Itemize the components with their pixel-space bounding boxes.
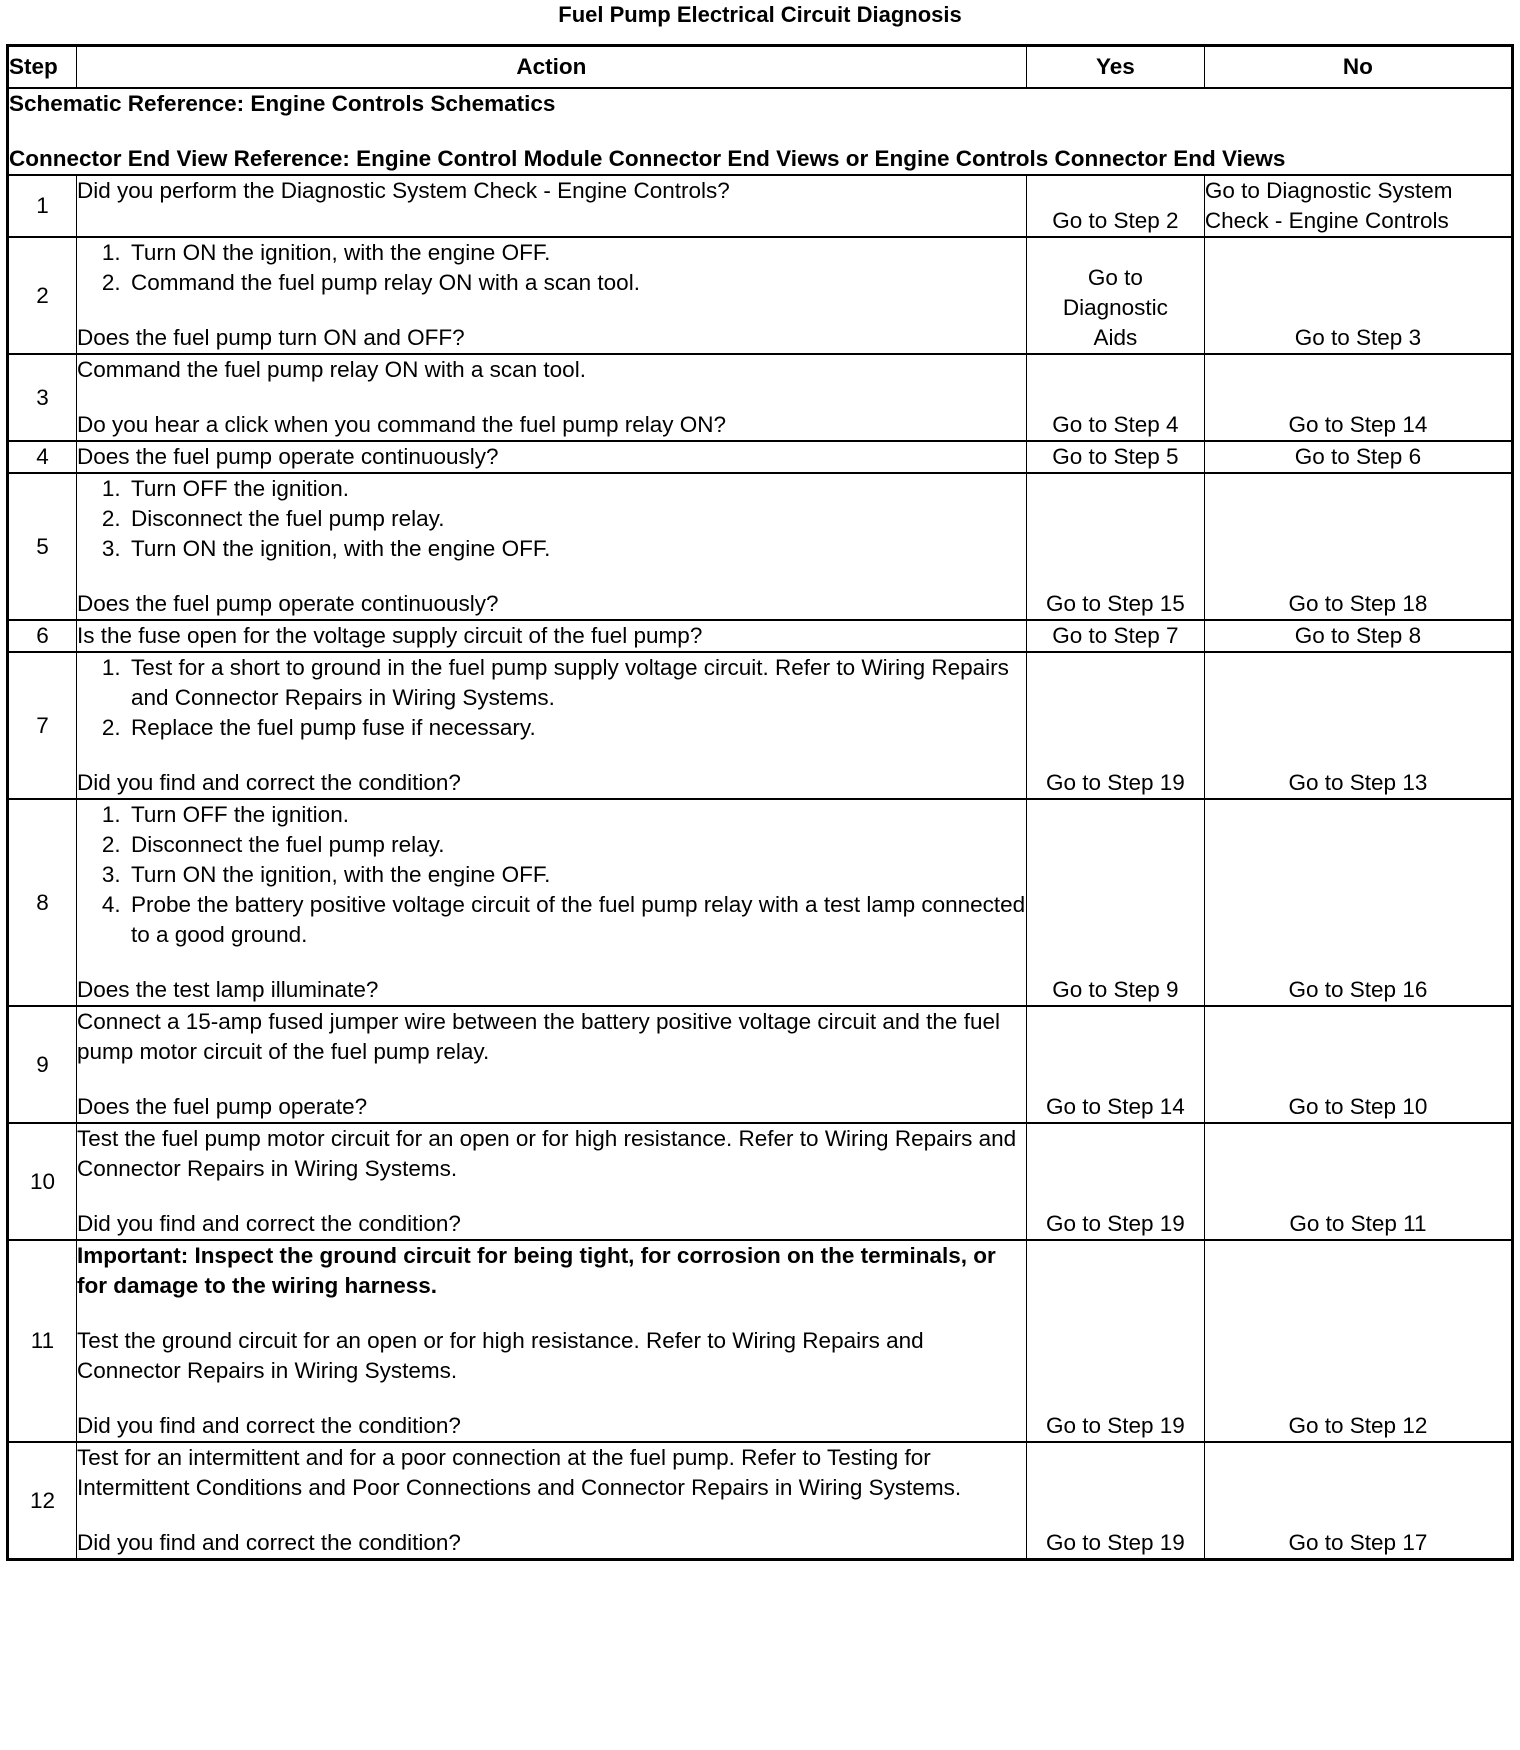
yes-result: Go to Diagnostic Aids — [1026, 237, 1204, 354]
table-row — [8, 175, 1513, 237]
reference-row — [8, 88, 1513, 175]
action-question: Does the fuel pump operate? — [76, 1094, 368, 1119]
action-cell — [76, 473, 1026, 620]
step-number: 3 — [8, 354, 77, 441]
step-number: 5 — [8, 473, 77, 620]
table-row — [8, 441, 1513, 473]
important-note: Important: Inspect the ground circuit for being tight, for corrosion on the terminals, or for damage to the wiring harness. — [76, 1243, 996, 1298]
action-cell — [76, 652, 1026, 799]
step-number: 12 — [8, 1442, 77, 1560]
yes-result: Go to Step 19 — [1026, 1240, 1204, 1442]
no-result: Go to Step 16 — [1204, 799, 1512, 1006]
step-number: 2 — [8, 237, 77, 354]
table-row — [8, 473, 1513, 620]
table-row — [8, 1442, 1513, 1560]
action-text: Command the fuel pump relay ON with a scan tool. — [76, 357, 586, 382]
step-number: 9 — [8, 1006, 77, 1123]
action-question: Do you hear a click when you command the fuel pump relay ON? — [76, 412, 727, 437]
action-step-item: 1. Turn OFF the ignition. — [127, 800, 1026, 830]
yes-result: Go to Step 4 — [1026, 354, 1204, 441]
action-question: Did you find and correct the condition? — [76, 1211, 461, 1236]
no-result: Go to Step 10 — [1204, 1006, 1512, 1123]
action-steps-list — [77, 653, 1026, 743]
connector-reference: Connector End View Reference: Engine Control Module Connector End Views or Engine Controls Connector End Views — [9, 146, 1286, 171]
header-no: No — [1204, 46, 1512, 89]
diagnosis-table — [6, 44, 1514, 1561]
no-result: Go to Step 11 — [1204, 1123, 1512, 1240]
reference-cell — [8, 88, 1513, 175]
action-text: Is the fuse open for the voltage supply circuit of the fuel pump? — [76, 623, 703, 648]
action-step-item: 2. Disconnect the fuel pump relay. — [127, 830, 1026, 860]
action-text: Did you perform the Diagnostic System Check - Engine Controls? — [76, 178, 730, 203]
no-result: Go to Step 12 — [1204, 1240, 1512, 1442]
header-step: Step — [8, 46, 77, 89]
action-step-item: 2. Command the fuel pump relay ON with a scan tool. — [127, 268, 1026, 298]
action-question: Did you find and correct the condition? — [76, 770, 461, 795]
no-result: Go to Diagnostic System Check - Engine Controls — [1204, 175, 1512, 237]
action-cell — [76, 175, 1026, 237]
no-result: Go to Step 18 — [1204, 473, 1512, 620]
yes-result: Go to Step 9 — [1026, 799, 1204, 1006]
table-row — [8, 237, 1513, 354]
action-text: Does the fuel pump operate continuously? — [76, 444, 499, 469]
step-number: 11 — [8, 1240, 77, 1442]
header-row — [8, 46, 1513, 89]
yes-result: Go to Step 14 — [1026, 1006, 1204, 1123]
action-steps-list — [77, 474, 1026, 564]
action-cell — [76, 1240, 1026, 1442]
action-cell — [76, 620, 1026, 652]
action-cell — [76, 1006, 1026, 1123]
step-number: 6 — [8, 620, 77, 652]
action-cell — [76, 1123, 1026, 1240]
action-step-item: 4. Probe the battery positive voltage circuit of the fuel pump relay with a test lamp connected to a good ground. — [127, 890, 1026, 950]
table-row — [8, 620, 1513, 652]
action-text: Test the fuel pump motor circuit for an open or for high resistance. Refer to Wiring Repairs and Connector Repairs in Wiring Systems. — [76, 1126, 1017, 1181]
action-step-item: 2. Disconnect the fuel pump relay. — [127, 504, 1026, 534]
no-result: Go to Step 8 — [1204, 620, 1512, 652]
action-cell — [76, 237, 1026, 354]
action-question: Does the fuel pump operate continuously? — [76, 591, 499, 616]
header-yes: Yes — [1026, 46, 1204, 89]
no-result: Go to Step 6 — [1204, 441, 1512, 473]
no-result: Go to Step 14 — [1204, 354, 1512, 441]
table-row — [8, 652, 1513, 799]
action-step-item: 1. Test for a short to ground in the fuel pump supply voltage circuit. Refer to Wiring Repairs and Connector Repairs in Wiring Systems. — [127, 653, 1026, 713]
yes-result: Go to Step 19 — [1026, 652, 1204, 799]
action-text: Test the ground circuit for an open or for high resistance. Refer to Wiring Repairs and Connector Repairs in Wiring Systems. — [76, 1328, 924, 1383]
action-cell — [76, 354, 1026, 441]
step-number: 7 — [8, 652, 77, 799]
schematic-reference: Schematic Reference: Engine Controls Schematics — [9, 91, 556, 116]
action-steps-list — [77, 238, 1026, 298]
step-number: 8 — [8, 799, 77, 1006]
table-row — [8, 799, 1513, 1006]
action-step-item: 1. Turn OFF the ignition. — [127, 474, 1026, 504]
step-number: 1 — [8, 175, 77, 237]
action-step-item: 3. Turn ON the ignition, with the engine OFF. — [127, 860, 1026, 890]
action-question: Did you find and correct the condition? — [76, 1530, 461, 1555]
yes-result: Go to Step 19 — [1026, 1442, 1204, 1560]
yes-result: Go to Step 15 — [1026, 473, 1204, 620]
table-row — [8, 354, 1513, 441]
no-result: Go to Step 3 — [1204, 237, 1512, 354]
action-question: Does the fuel pump turn ON and OFF? — [76, 325, 465, 350]
action-cell — [76, 1442, 1026, 1560]
action-step-item: 2. Replace the fuel pump fuse if necessary. — [127, 713, 1026, 743]
header-action: Action — [76, 46, 1026, 89]
action-text: Connect a 15-amp fused jumper wire between the battery positive voltage circuit and the fuel pump motor circuit of the fuel pump relay. — [76, 1009, 1000, 1064]
step-number: 10 — [8, 1123, 77, 1240]
action-question: Does the test lamp illuminate? — [76, 977, 379, 1002]
yes-result: Go to Step 19 — [1026, 1123, 1204, 1240]
yes-result: Go to Step 5 — [1026, 441, 1204, 473]
action-text: Test for an intermittent and for a poor connection at the fuel pump. Refer to Testing for Intermittent Conditions and Poor Connections and Connector Repairs in Wiring Systems. — [76, 1445, 962, 1500]
yes-result: Go to Step 2 — [1026, 175, 1204, 237]
document-title: Fuel Pump Electrical Circuit Diagnosis — [558, 2, 962, 27]
table-row — [8, 1123, 1513, 1240]
action-cell — [76, 799, 1026, 1006]
table-row — [8, 1240, 1513, 1442]
yes-result: Go to Step 7 — [1026, 620, 1204, 652]
no-result: Go to Step 17 — [1204, 1442, 1512, 1560]
action-steps-list — [77, 800, 1026, 950]
table-row — [8, 1006, 1513, 1123]
action-question: Did you find and correct the condition? — [76, 1413, 461, 1438]
action-cell — [76, 441, 1026, 473]
action-step-item: 3. Turn ON the ignition, with the engine OFF. — [127, 534, 1026, 564]
no-result: Go to Step 13 — [1204, 652, 1512, 799]
step-number: 4 — [8, 441, 77, 473]
action-step-item: 1. Turn ON the ignition, with the engine OFF. — [127, 238, 1026, 268]
